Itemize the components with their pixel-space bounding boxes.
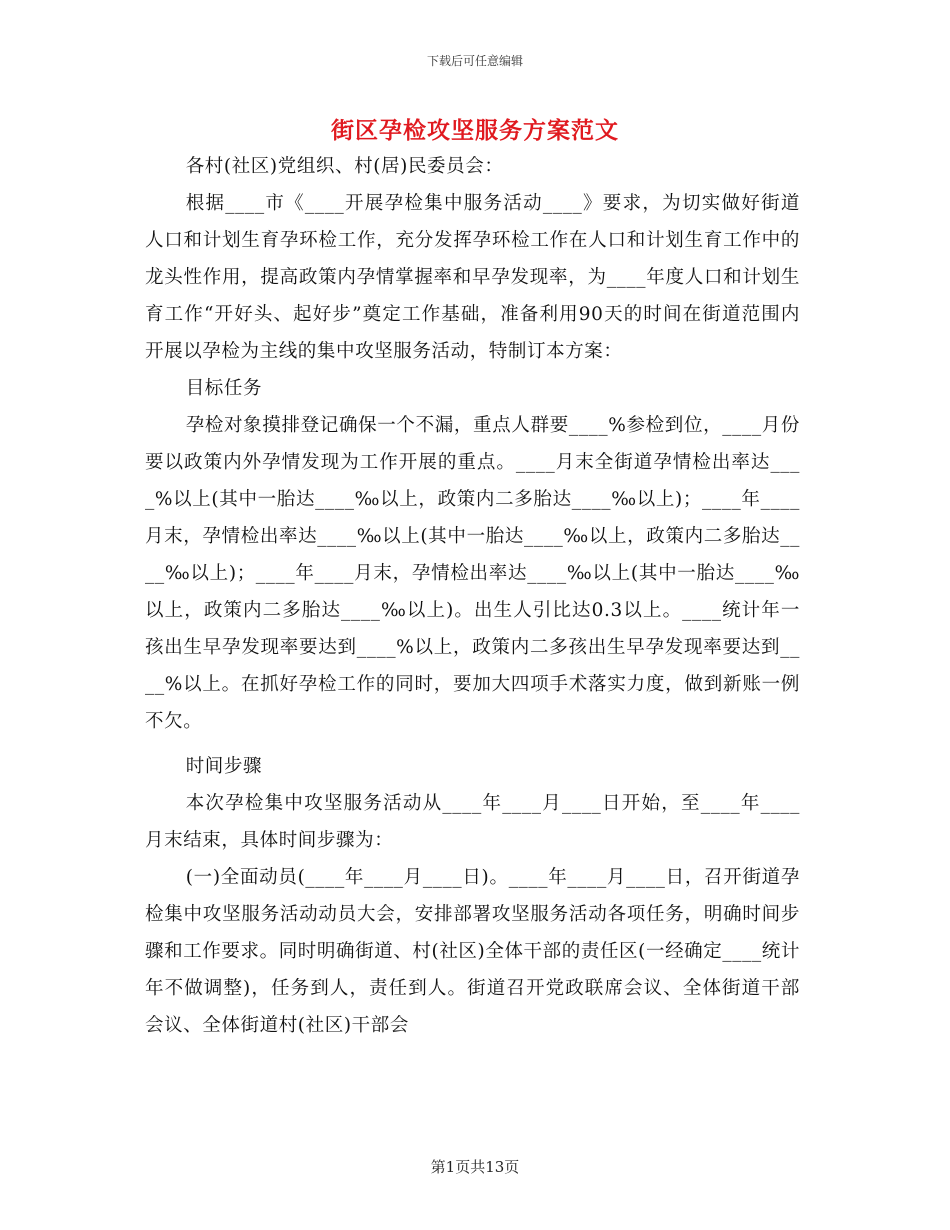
page-number: 第1页共13页 [430,1158,520,1176]
document-title: 街区孕检攻坚服务方案范文 [331,117,619,144]
salutation: 各村(社区)党组织、村(居)民委员会： [185,156,504,177]
paragraph-intro: 根据____市《____开展孕检集中服务活动____》要求，为切实做好街道人口和计划生育孕环检工作，充分发挥孕环检工作在人口和计划生育工作中的龙头性作用，提高政策内孕情掌握率和早孕发现率，为____年度人口和计划生育工作“开好头、起好步”奠定工作基础，准备利用90天的时间在街道范围内开展以孕检为主线的集中攻坚服务活动，特制订本方案： [145,193,800,362]
document-body [145,148,800,1044]
paragraph-schedule: 本次孕检集中攻坚服务活动从____年____月____日开始，至____年____月末结束，具体时间步骤为： [145,793,800,851]
section-heading-goals: 目标任务 [185,378,263,399]
section-heading-schedule: 时间步骤 [185,756,263,777]
paragraph-mobilization: (一)全面动员(____年____月____日)。____年____月____日，召开街道孕检集中攻坚服务活动动员大会，安排部署攻坚服务活动各项任务，明确时间步骤和工作要求。同时明确街道、村(社区)全体干部的责任区(一经确定____统计年不做调整)，任务到人，责任到人。街道召开党政联席会议、全体街道干部会议、全体街道村(社区)干部会 [145,867,800,1036]
paragraph-goals: 孕检对象摸排登记确保一个不漏，重点人群要____%参检到位，____月份要以政策内外孕情发现为工作开展的重点。____月末全街道孕情检出率达____%以上(其中一胎达____‰以上，政策内二多胎达____‰以上)；____年____月末，孕情检出率达____‰以上(其中一胎达____‰以上，政策内二多胎达____‰以上)；____年____月末，孕情检出率达____‰以上(其中一胎达____‰以上，政策内二多胎达____‰以上)。出生人引比达0.3以上。____统计年一孩出生早孕发现率要达到____%以上，政策内二多孩出生早孕发现率要达到____%以上。在抓好孕检工作的同时，要加大四项手术落实力度，做到新账一例不欠。 [145,415,800,732]
page-header-note: 下载后可任意编辑 [426,54,523,68]
